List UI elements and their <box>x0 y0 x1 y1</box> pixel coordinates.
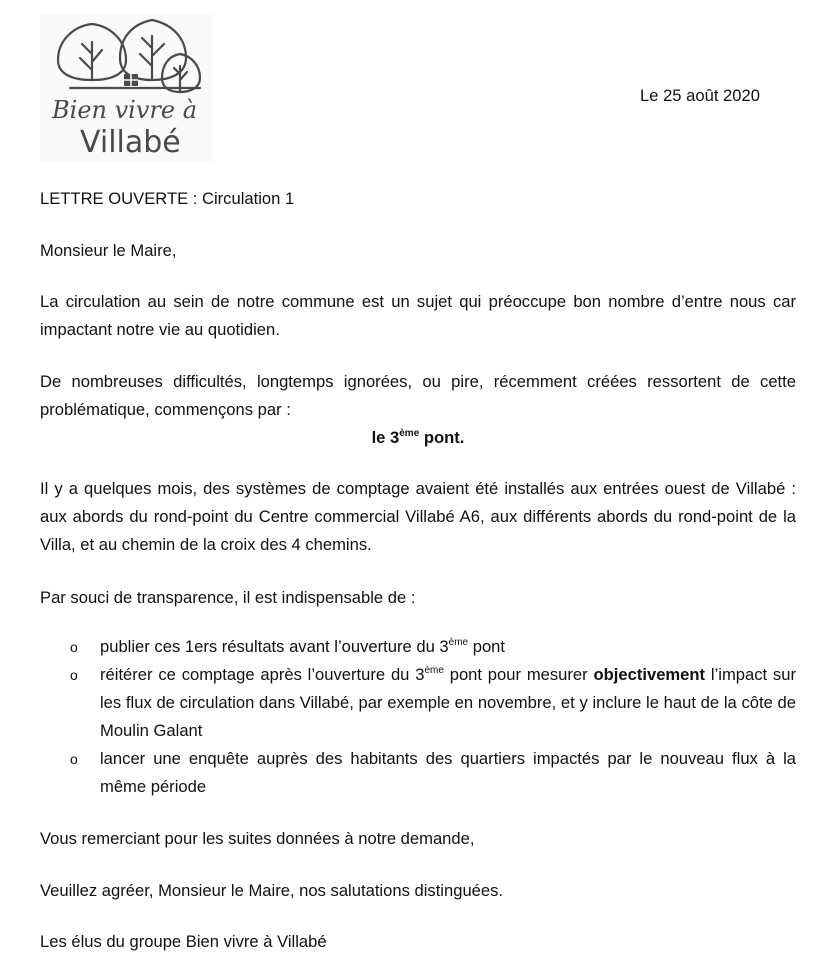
bullet1-text: publier ces 1ers résultats avant l’ouverture du 3 <box>100 637 449 656</box>
letter-date: Le 25 août 2020 <box>640 86 760 105</box>
request-list <box>40 633 796 801</box>
bullet2-sup: ème <box>424 665 444 676</box>
bullet-marker: o <box>70 639 78 655</box>
bullet2-after: l’impact sur les flux de circulation dans Villabé, par exemple en novembre, et y inclure le haut de la côte de Moulin Galant <box>100 665 796 740</box>
logo-line2: Villabé <box>80 125 181 160</box>
bullet2-text: réitérer ce comptage après l’ouverture du 3 <box>100 665 425 684</box>
bullet1-sup: ème <box>448 637 469 648</box>
letter-subject: LETTRE OUVERTE : Circulation 1 <box>40 189 295 208</box>
closing-thanks: Vous remerciant pour les suites données à notre demande, <box>40 829 475 848</box>
paragraph-intro: La circulation au sein de notre commune est un sujet qui préoccupe bon nombre d’entre nous car impactant notre vie au quotidien. <box>40 292 796 339</box>
paragraph-difficulties: De nombreuses difficultés, longtemps ignorées, ou pire, récemment créées ressortent de cette problématique, commençons par : <box>40 372 796 419</box>
bullet2-bold: objectivement <box>593 665 706 684</box>
bullet2-middle: pont pour mesurer <box>443 665 594 684</box>
paragraph-counting: Il y a quelques mois, des systèmes de comptage avaient été installés aux entrées ouest de Villabé : aux abords du rond-point du Centre commercial Villabé A6, aux différents abords du rond-point de la Villa, et au chemin de la croix des 4 chemins. <box>40 479 796 554</box>
list-item <box>40 633 796 661</box>
bullet-marker: o <box>70 751 78 767</box>
heading-sup: ème <box>399 428 420 439</box>
bullet1-after: pont <box>468 637 506 656</box>
closing-regards: Veuillez agréer, Monsieur le Maire, nos salutations distinguées. <box>40 881 504 900</box>
heading-suffix: pont. <box>419 428 465 447</box>
salutation: Monsieur le Maire, <box>40 241 177 260</box>
logo-line1: Bien vivre à <box>52 96 198 124</box>
logo-trees-icon <box>40 14 212 162</box>
paragraph-transparency: Par souci de transparence, il est indispensable de : <box>40 588 416 607</box>
section-heading <box>40 424 796 452</box>
bullet3-text: lancer une enquête auprès des habitants des quartiers impactés par le nouveau flux à la même période <box>100 749 796 796</box>
list-item <box>40 661 796 745</box>
list-item <box>40 745 796 801</box>
bullet-marker: o <box>70 667 78 683</box>
group-logo <box>40 14 212 162</box>
heading-prefix: le 3 <box>371 428 400 447</box>
signature: Les élus du groupe Bien vivre à Villabé <box>40 932 327 951</box>
